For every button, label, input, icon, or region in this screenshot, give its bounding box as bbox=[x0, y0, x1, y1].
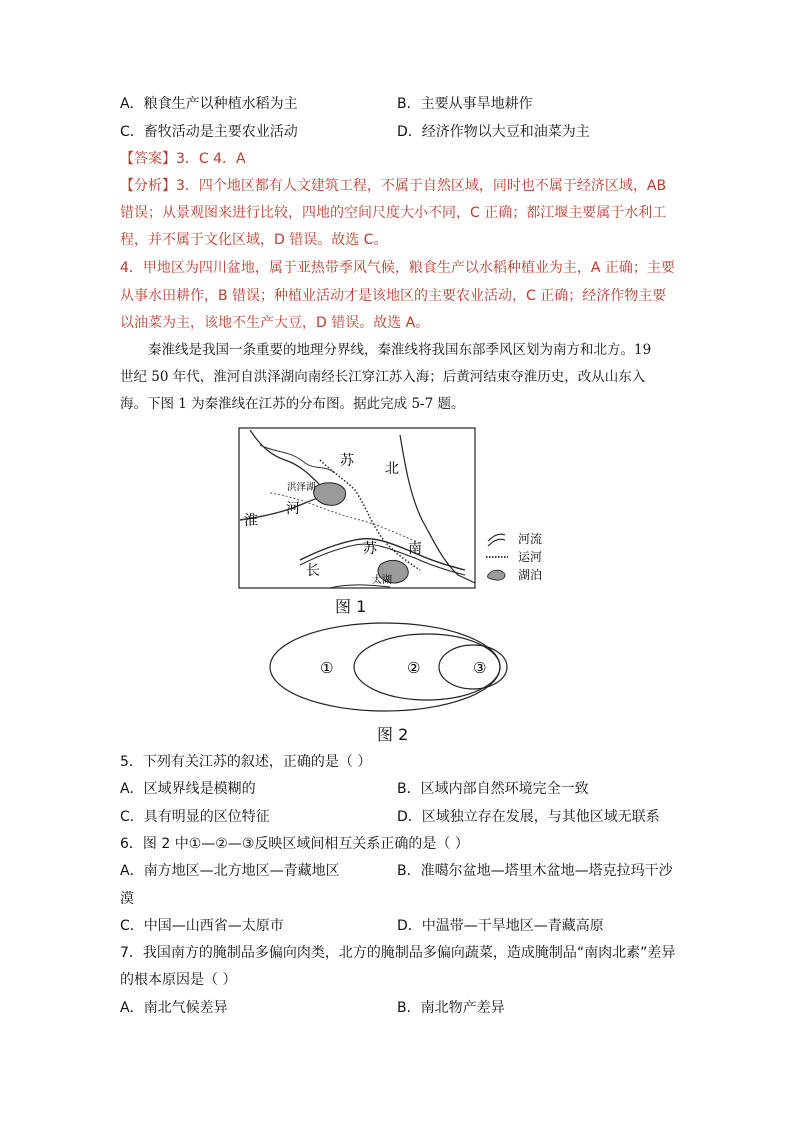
oval-1-label: ① bbox=[320, 659, 334, 677]
jiangsu-map-figure bbox=[230, 425, 570, 615]
q6-option-b-continued: 漠 bbox=[120, 891, 134, 907]
q5-option-c: C．具有明显的区位特征 bbox=[120, 809, 270, 825]
legend-lake-icon bbox=[487, 570, 504, 580]
answer-tag: 【答案】 bbox=[120, 151, 176, 167]
analysis-tag: 【分析】 bbox=[120, 178, 176, 194]
map-frame bbox=[239, 428, 475, 588]
legend-river-icon bbox=[488, 534, 505, 546]
q6-stem: 6．图 2 中①—②—③反映区域间相互关系正确的是（ ） bbox=[120, 836, 469, 852]
q7-option-b: B．南北物产差异 bbox=[397, 1000, 505, 1016]
nested-regions-figure bbox=[265, 620, 525, 720]
q5-option-b: B．区域内部自然环境完全一致 bbox=[397, 781, 589, 797]
map-label-hongze: 洪泽湖 bbox=[287, 482, 316, 493]
analysis-line-1 bbox=[120, 176, 666, 196]
analysis-line-4: 4．甲地区为四川盆地，属于亚热带季风气候，粮食生产以水稻种植业为主，A 正确；主要 bbox=[120, 260, 675, 276]
analysis-line-3: 程，并不属于文化区域，D 错误。故选 C。 bbox=[120, 232, 388, 248]
legend-river-label: 河流 bbox=[518, 532, 543, 546]
answer-line bbox=[120, 149, 246, 169]
map-label-su-south: 苏 bbox=[363, 541, 377, 557]
q6-option-a: A．南方地区—北方地区—青藏地区 bbox=[120, 863, 340, 879]
q6-option-b: B．准噶尔盆地—塔里木盆地—塔克拉玛干沙 bbox=[397, 863, 673, 879]
answer-text: 3．C 4．A bbox=[176, 151, 246, 167]
map-label-bei: 北 bbox=[385, 461, 399, 477]
map-label-nan: 南 bbox=[408, 541, 422, 557]
q6-option-c: C．中国—山西省—太原市 bbox=[120, 918, 284, 934]
analysis-line-6: 以油菜为主，该地不生产大豆，D 错误。故选 A。 bbox=[120, 315, 430, 331]
passage-line-2: 世纪 50 年代，淮河自洪泽湖向南经长江穿江苏入海；后黄河结束夺淮历史，改从山东入 bbox=[120, 369, 646, 385]
figure-2-caption: 图 2 bbox=[377, 725, 409, 744]
analysis-line-2: 错误；从景观图来进行比较，四地的空间尺度大小不同，C 正确；都江堰主要属于水利工 bbox=[120, 205, 667, 221]
q2-option-c: C．畜牧活动是主要农业活动 bbox=[120, 124, 298, 140]
map-label-su-north: 苏 bbox=[340, 453, 354, 469]
map-label-he: 河 bbox=[286, 501, 300, 517]
figure-1-caption: 图 1 bbox=[335, 597, 367, 616]
oval-2-label: ② bbox=[407, 659, 421, 677]
legend-canal-label: 运河 bbox=[518, 550, 543, 564]
oval-1 bbox=[270, 623, 500, 711]
q7-stem-line-1: 7．我国南方的腌制品多偏向肉类，北方的腌制品多偏向蔬菜，造成腌制品“南肉北素”差异 bbox=[120, 945, 676, 961]
q7-option-a: A．南北气候差异 bbox=[120, 1000, 228, 1016]
map-label-chang: 长 bbox=[306, 563, 320, 579]
q2-option-d: D．经济作物以大豆和油菜为主 bbox=[397, 124, 590, 140]
map-label-taihu: 太湖 bbox=[372, 575, 392, 586]
oval-3-label: ③ bbox=[473, 659, 487, 677]
q7-stem-line-2: 的根本原因是（ ） bbox=[120, 972, 237, 988]
q2-option-a: A．粮食生产以种植水稻为主 bbox=[120, 96, 298, 112]
analysis-line-5: 从事水田耕作，B 错误；种植业活动才是该地区的主要农业活动，C 正确；经济作物主要 bbox=[120, 288, 667, 304]
q2-option-b: B．主要从事旱地耕作 bbox=[397, 96, 533, 112]
passage-line-1: 秦淮线是我国一条重要的地理分界线，秦淮线将我国东部季风区划为南方和北方。19 bbox=[148, 342, 652, 358]
q5-option-a: A．区域界线是模糊的 bbox=[120, 781, 256, 797]
q6-option-d: D．中温带—干旱地区—青藏高原 bbox=[397, 918, 604, 934]
q5-option-d: D．区域独立存在发展，与其他区域无联系 bbox=[397, 809, 660, 825]
q5-stem: 5．下列有关江苏的叙述，正确的是（ ） bbox=[120, 754, 372, 770]
analysis-text-1: 3．四个地区都有人文建筑工程，不属于自然区域，同时也不属于经济区域，AB bbox=[176, 178, 667, 194]
map-label-huai: 淮 bbox=[244, 513, 258, 529]
passage-line-3: 海。下图 1 为秦淮线在江苏的分布图。据此完成 5-7 题。 bbox=[120, 396, 465, 412]
legend-lake-label: 湖泊 bbox=[518, 568, 543, 582]
